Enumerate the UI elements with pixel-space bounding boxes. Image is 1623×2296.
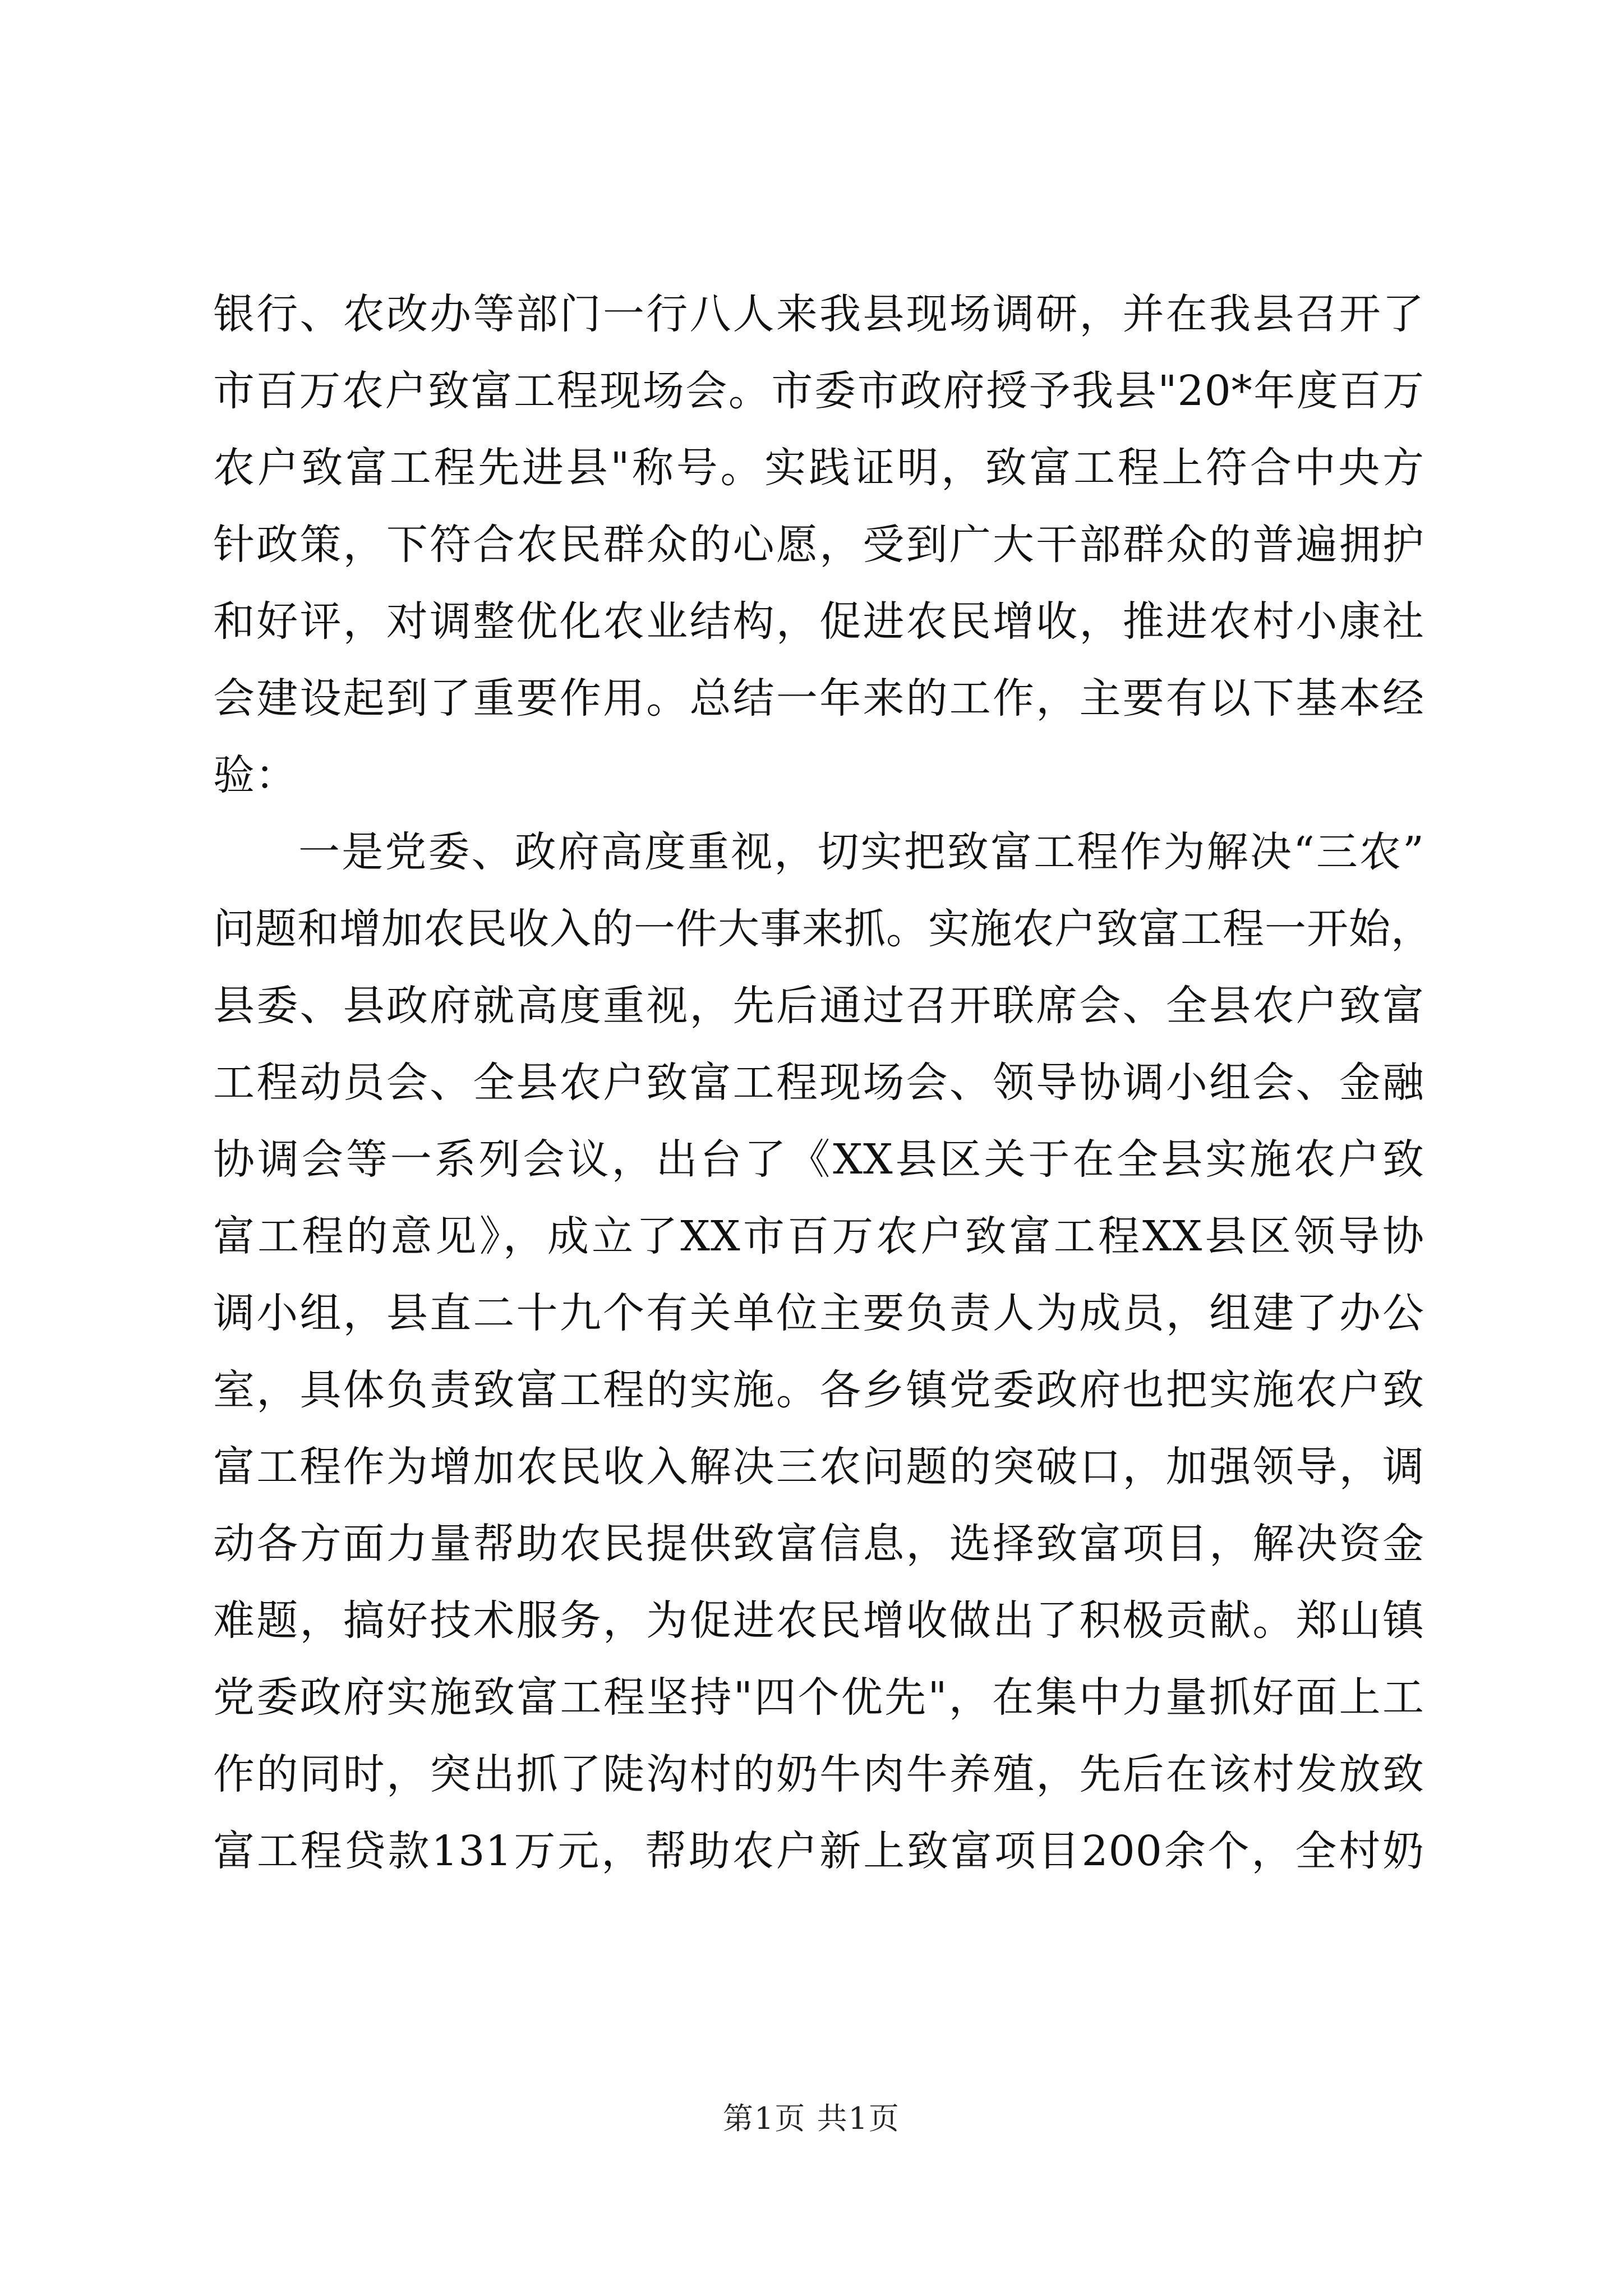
text-line: 富工程的意见》，成立了XX市百万农户致富工程XX县区领导协 bbox=[213, 1212, 1424, 1260]
text-line: 富工程作为增加农民收入解决三农问题的突破口，加强领导，调 bbox=[213, 1443, 1424, 1491]
text-line: 验： bbox=[213, 751, 297, 799]
text-line: 调小组，县直二十九个有关单位主要负责人为成员，组建了办公 bbox=[213, 1289, 1424, 1337]
text-line: 富工程贷款131万元，帮助农户新上致富项目200余个，全村奶 bbox=[213, 1827, 1424, 1875]
text-line: 县委、县政府就高度重视，先后通过召开联席会、全县农户致富 bbox=[213, 982, 1424, 1030]
text-line: 会建设起到了重要作用。总结一年来的工作，主要有以下基本经 bbox=[213, 674, 1424, 723]
text-line: 针政策，下符合农民群众的心愿，受到广大干部群众的普遍拥护 bbox=[213, 521, 1424, 569]
text-line: 动各方面力量帮助农民提供致富信息，选择致富项目，解决资金 bbox=[213, 1520, 1424, 1568]
text-line: 市百万农户致富工程现场会。市委市政府授予我县"20*年度百万 bbox=[213, 367, 1424, 415]
text-line: 作的同时，突出抓了陡沟村的奶牛肉牛养殖，先后在该村发放致 bbox=[213, 1750, 1424, 1798]
text-line: 室，具体负责致富工程的实施。各乡镇党委政府也把实施农户致 bbox=[213, 1366, 1424, 1414]
text-line: 难题，搞好技术服务，为促进农民增收做出了积极贡献。郑山镇 bbox=[213, 1596, 1424, 1645]
page-number-footer: 第1页 共1页 bbox=[723, 2101, 900, 2136]
text-line: 协调会等一系列会议，出台了《XX县区关于在全县实施农户致 bbox=[213, 1135, 1424, 1184]
text-line: 农户致富工程先进县"称号。实践证明，致富工程上符合中央方 bbox=[213, 444, 1424, 492]
text-line: 工程动员会、全县农户致富工程现场会、领导协调小组会、金融 bbox=[213, 1059, 1424, 1107]
text-line: 和好评，对调整优化农业结构，促进农民增收，推进农村小康社 bbox=[213, 597, 1424, 646]
text-line: 银行、农改办等部门一行八人来我县现场调研，并在我县召开了 bbox=[213, 290, 1424, 338]
paragraph-first-line: 一是党委、政府高度重视，切实把致富工程作为解决“三农” bbox=[298, 828, 1424, 876]
text-line: 党委政府实施致富工程坚持"四个优先"，在集中力量抓好面上工 bbox=[213, 1673, 1424, 1722]
text-line: 问题和增加农民收入的一件大事来抓。实施农户致富工程一开始， bbox=[213, 905, 1433, 953]
